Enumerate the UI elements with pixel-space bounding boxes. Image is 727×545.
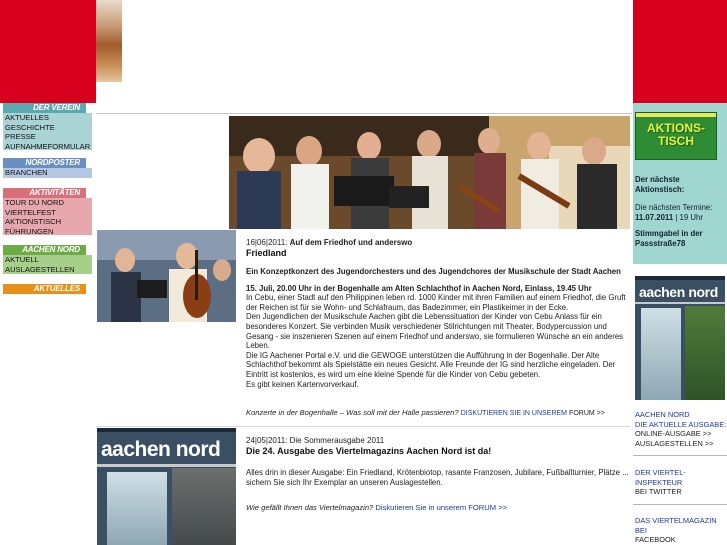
next-aktionstisch-label: Der nächste Aktionstisch: xyxy=(635,175,685,194)
link-viertel-inspekteur[interactable]: DER VIERTEL-INSPEKTEUR xyxy=(635,468,686,487)
aktionstisch-banner[interactable] xyxy=(635,112,717,160)
nav-heading-der-verein[interactable]: DER VEREIN xyxy=(3,103,86,113)
orchestra-photo-large xyxy=(229,116,630,229)
next-time: | 19 Uhr xyxy=(675,212,703,222)
facebook-links xyxy=(635,516,727,545)
nav-group-der-verein xyxy=(3,113,92,150)
aktionstisch-location: Stimmgabel in der Passstraße78 xyxy=(635,229,703,248)
header-red-block-right xyxy=(633,0,727,103)
link-online-ausgabe[interactable]: ONLINE-AUSGABE >> xyxy=(635,429,712,439)
magazine-small-stripe xyxy=(635,302,725,304)
article-1-title[interactable]: Friedland xyxy=(246,248,287,258)
nav-item-aufnahmeformular[interactable]: AUFNAHMEFORMULAR xyxy=(5,141,91,151)
article-1-date: 16|06|2011: xyxy=(246,238,288,247)
article-1-body xyxy=(246,267,630,389)
article-2-date: 24|05|2011: xyxy=(246,436,288,445)
nav-heading-nordposter[interactable]: NORDPOSTER xyxy=(3,158,86,168)
article-1-forum-word[interactable]: FORUM >> xyxy=(569,410,605,417)
nav-heading-aktivitaeten[interactable]: AKTIVITÄTEN xyxy=(3,188,86,198)
nav-item-presse[interactable]: PRESSE xyxy=(5,132,36,142)
article-2-body: Alles drin in dieser Ausgabe: Ein Friedland, Krötenbiotop, rasante Franzosen, Jubilare, Fußballturnier, Plätze ... sichern Sie sich Ihr Exemplar an unseren Auslagestellen. xyxy=(246,468,629,487)
sidebar-divider-2 xyxy=(633,504,727,505)
magazine-small-brand: aachen nord xyxy=(639,284,718,300)
link-facebook[interactable]: FACEBOOK xyxy=(635,535,676,545)
article-2-headline[interactable]: Die Sommerausgabe 2011 xyxy=(289,436,385,445)
aktionstisch-banner-label: AKTIONS-TISCH xyxy=(647,121,705,148)
nav-heading-aktuelles[interactable]: AKTUELLES xyxy=(3,284,86,294)
nav-group-aktivitaeten xyxy=(3,198,92,235)
magazine-cover-brand: aachen nord xyxy=(101,438,221,461)
article-1-event: 15. Juli, 20.00 Uhr in der Bogenhalle am Alten Schlachthof in Aachen Nord, Einlass, 19.45 Uhr xyxy=(246,283,592,293)
nav-item-aktuell[interactable]: AKTUELL xyxy=(5,255,39,264)
article-1-forum-question: Konzerte in der Bogenhalle – Was soll mit der Halle passieren? xyxy=(246,408,459,417)
nav-item-auslagestellen[interactable]: AUSLAGESTELLEN xyxy=(5,264,75,274)
aktionstisch-banner-stripe xyxy=(636,113,716,117)
nav-item-viertelfest[interactable]: VIERTELFEST xyxy=(5,207,56,217)
article-1-forum-link[interactable]: DISKUTIEREN SIE IN UNSEREM xyxy=(460,410,567,417)
cello-photo xyxy=(97,230,236,322)
header-photo-strip xyxy=(96,0,122,82)
article-1-paragraph-4: Es gibt keinen Kartenvorverkauf. xyxy=(246,379,359,389)
nav-item-fuehrungen[interactable]: FÜHRUNGEN xyxy=(5,226,54,236)
magazine-cover-header xyxy=(97,428,236,432)
article-1-intro: Ein Konzeptkonzert des Jugendorchesters und des Jugendchores der Musikschule der Stadt Aachen xyxy=(246,267,621,276)
article-1-headline[interactable]: Auf dem Friedhof und anderswo xyxy=(289,238,413,247)
next-dates-label: Die nächsten Termine: xyxy=(635,203,713,212)
magazine-cover-small[interactable] xyxy=(635,276,725,400)
nav-heading-aachen-nord[interactable]: AACHEN NORD xyxy=(3,245,86,255)
next-dates-block xyxy=(635,203,725,222)
magazine-cover-stripe xyxy=(97,464,236,467)
article-1-paragraph-1: In Cebu, einer Stadt auf den Philippinen leben rd. 1000 Kinder mit ihren Familien auf einem Friedhof, die Gruft der Reichen ist für sie Wohn- und Schlafraum, das Badezimmer, ein Plastikeimer in der Ecke. xyxy=(246,293,626,312)
nav-item-aktionstisch[interactable]: AKTIONSTISCH xyxy=(5,217,62,227)
header-red-block-left xyxy=(0,0,96,103)
article-1-forum-line xyxy=(246,408,605,417)
magazine-small-header xyxy=(635,276,725,280)
nav-item-geschichte[interactable]: GESCHICHTE xyxy=(5,122,55,132)
article-2-forum-link[interactable]: Diskutieren Sie in unserem FORUM >> xyxy=(375,503,508,512)
link-aachen-nord[interactable]: AACHEN NORD xyxy=(635,410,690,419)
magazine-cover-large[interactable] xyxy=(97,428,236,545)
online-edition-links xyxy=(635,410,727,448)
magazine-small-photo xyxy=(641,308,681,400)
nav-item-aktuelles[interactable]: AKTUELLES xyxy=(5,113,49,122)
nav-item-tour-du-nord[interactable]: TOUR DU NORD xyxy=(5,198,64,207)
next-date: 11.07.2011 xyxy=(635,212,674,222)
magazine-cover-photo xyxy=(107,472,167,545)
article-2-forum-question: Wie gefällt Ihnen das Viertelmagazin? xyxy=(246,503,374,512)
header-divider xyxy=(96,113,632,114)
article-1-paragraph-3: Die IG Aachener Portal e.V. und die GEWOGE unterstützen die Aufführung in der Bogenhalle. Der Alte Schlachthof bekommt als Spielstätte ein neues Gesicht. Alle Freunde der IG sind herzliche eingeladen. Der Eintritt ist kostenlos, es wird um eine kleine Spende für die Kinder von Cebu gebeten. xyxy=(246,350,616,379)
twitter-links xyxy=(635,468,727,497)
article-2-forum-line xyxy=(246,503,507,512)
nav-group-nordposter xyxy=(3,168,92,178)
magazine-cover-door xyxy=(172,468,236,545)
nav-item-branchen[interactable]: BRANCHEN xyxy=(5,168,48,177)
magazine-small-door xyxy=(685,306,725,400)
next-date-line xyxy=(635,213,725,223)
nav-group-aachen-nord xyxy=(3,255,92,274)
link-auslagestellen[interactable]: AUSLAGESTELLEN >> xyxy=(635,438,714,448)
article-2-dateline xyxy=(246,436,384,445)
article-1-paragraph-2: Den Jugendlichen der Musikschule Aachen gibt die Lebenssituation der Kinder von Cebu Anlass für ein besonderes Konzert. Sie verbinden Musik verschiedener Stilrichtungen mit Theater, Bodypercussion und Gesang - sie inszenieren Szenen auf einem Friedhof und anderswo, sie formulieren Wünsche an ein anderes Leben. xyxy=(246,312,624,351)
link-twitter[interactable]: BEI TWITTER xyxy=(635,487,682,497)
link-aktuelle-ausgabe[interactable]: DIE AKTUELLE AUSGABE: xyxy=(635,419,727,429)
link-viertelmagazin[interactable]: DAS VIERTELMAGAZIN BEI xyxy=(635,516,717,535)
sidebar-divider-1 xyxy=(633,455,727,456)
article-2-title[interactable]: Die 24. Ausgabe des Viertelmagazins Aachen Nord ist da! xyxy=(246,446,492,456)
article-divider xyxy=(97,426,630,427)
article-1-dateline xyxy=(246,238,412,247)
